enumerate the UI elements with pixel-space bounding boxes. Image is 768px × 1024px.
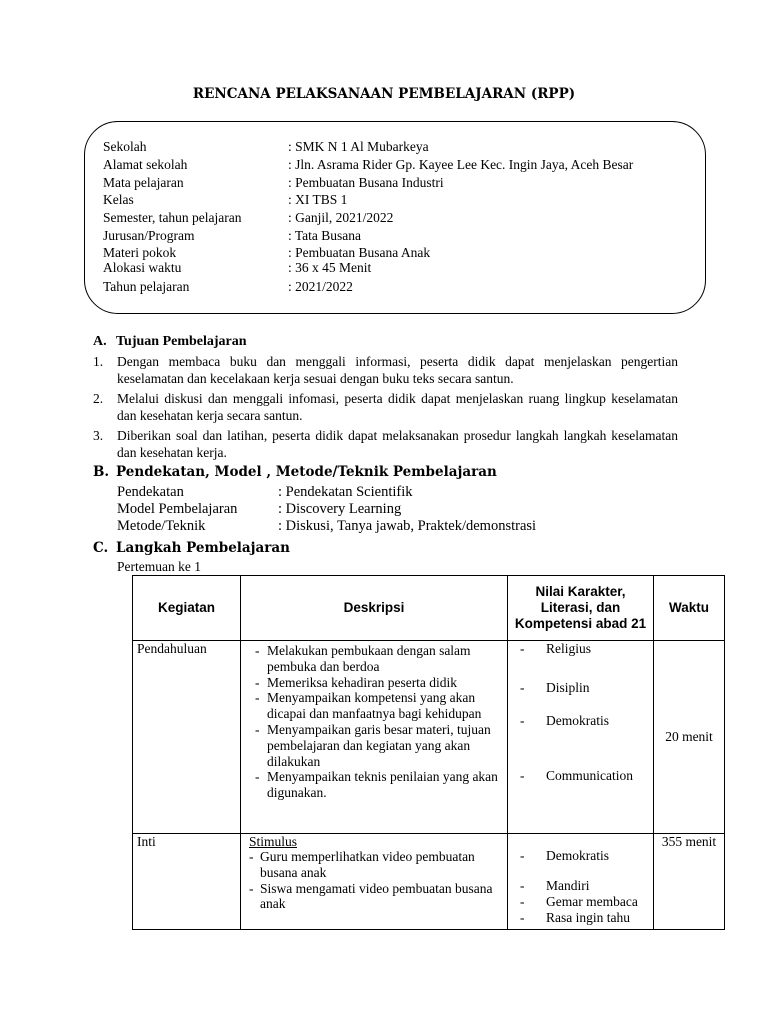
meeting-label: Pertemuan ke 1 bbox=[117, 559, 201, 574]
value-item: - Communication bbox=[508, 768, 653, 784]
header-deskripsi: Deskripsi bbox=[241, 576, 508, 641]
cell-kegiatan bbox=[133, 834, 241, 930]
section-b-heading bbox=[93, 464, 497, 480]
list-item: - Siswa mengamati video pembuatan busana anak bbox=[241, 881, 507, 913]
value-item: - Mandiri bbox=[508, 878, 653, 894]
item-text: Melalui diskusi dan menggali infomasi, peserta didik dapat menjelaskan ruang lingkup keselamatan dan kesehatan kerja secara santun. bbox=[117, 391, 678, 423]
objective-item bbox=[93, 427, 678, 461]
value-item: - Religius bbox=[508, 641, 653, 657]
approach-label: Metode/Teknik bbox=[117, 518, 206, 534]
learning-steps-table bbox=[132, 575, 725, 930]
description-list bbox=[241, 643, 507, 801]
cell-nilai bbox=[508, 641, 654, 834]
approach-label: Pendekatan bbox=[117, 484, 184, 500]
cell-kegiatan bbox=[133, 641, 241, 834]
activity-label: Inti bbox=[137, 834, 156, 849]
identity-label: Semester, tahun pelajaran bbox=[103, 210, 242, 225]
list-item: - Guru memperlihatkan video pembuatan busana anak bbox=[241, 849, 507, 881]
table-header-row bbox=[133, 576, 725, 641]
section-title: Pendekatan, Model , Metode/Teknik Pembelajaran bbox=[116, 464, 497, 480]
activity-label: Pendahuluan bbox=[137, 641, 207, 656]
identity-value: : SMK N 1 Al Mubarkeya bbox=[288, 139, 429, 154]
identity-label: Kelas bbox=[103, 192, 134, 207]
header-waktu: Waktu bbox=[654, 576, 725, 641]
cell-waktu bbox=[654, 641, 725, 834]
value-item: - Demokratis bbox=[508, 848, 653, 864]
section-letter: C. bbox=[93, 540, 109, 556]
value-item: - Demokratis bbox=[508, 713, 653, 729]
table-row bbox=[133, 641, 725, 834]
section-letter: A. bbox=[93, 334, 107, 349]
item-text: Diberikan soal dan latihan, peserta didik dapat melaksanakan prosedur langkah langkah keselamatan dan kesehatan kerja. bbox=[117, 428, 678, 460]
value-item: - Rasa ingin tahu bbox=[508, 910, 653, 926]
identity-value: : Tata Busana bbox=[288, 228, 362, 243]
item-number: 3. bbox=[93, 428, 104, 443]
item-number: 1. bbox=[93, 354, 104, 369]
identity-label: Alamat sekolah bbox=[103, 157, 188, 172]
cell-nilai bbox=[508, 834, 654, 930]
objective-item bbox=[93, 353, 678, 387]
identity-value: : XI TBS 1 bbox=[288, 192, 348, 207]
identity-value: : Jln. Asrama Rider Gp. Kayee Lee Kec. Ingin Jaya, Aceh Besar bbox=[288, 157, 634, 172]
identity-label: Mata pelajaran bbox=[103, 175, 184, 190]
item-number: 2. bbox=[93, 391, 104, 406]
identity-value: : Pembuatan Busana Anak bbox=[288, 245, 431, 260]
section-c-heading bbox=[93, 540, 290, 556]
identity-label: Sekolah bbox=[103, 139, 147, 154]
description-list bbox=[241, 849, 507, 912]
list-item: - Memeriksa kehadiran peserta didik bbox=[241, 675, 507, 691]
identity-value: : 36 x 45 Menit bbox=[288, 260, 372, 275]
header-nilai: Nilai Karakter, Literasi, dan Kompetensi abad 21 bbox=[508, 576, 654, 641]
identity-value: : Pembuatan Busana Industri bbox=[288, 175, 444, 190]
identity-label: Materi pokok bbox=[103, 245, 177, 260]
section-letter: B. bbox=[93, 464, 110, 480]
identity-value: : Ganjil, 2021/2022 bbox=[288, 210, 394, 225]
list-item: - Melakukan pembukaan dengan salam pembuka dan berdoa bbox=[241, 643, 507, 675]
approach-value: : Diskusi, Tanya jawab, Praktek/demonstrasi bbox=[278, 518, 537, 534]
identity-label: Tahun pelajaran bbox=[103, 279, 190, 294]
objective-item bbox=[93, 390, 678, 424]
value-item: - Gemar membaca bbox=[508, 894, 653, 910]
stimulus-heading: Stimulus bbox=[249, 834, 298, 849]
identity-value: : 2021/2022 bbox=[288, 279, 353, 294]
list-item: - Menyampaikan garis besar materi, tujuan pembelajaran dan kegiatan yang akan dilakukan bbox=[241, 722, 507, 769]
cell-waktu bbox=[654, 834, 725, 930]
section-a-heading bbox=[93, 334, 247, 350]
identity-label: Jurusan/Program bbox=[103, 228, 195, 243]
value-item: - Disiplin bbox=[508, 680, 653, 696]
list-item: - Menyampaikan kompetensi yang akan dicapai dan manfaatnya bagi kehidupan bbox=[241, 690, 507, 722]
approach-value: : Discovery Learning bbox=[278, 501, 402, 517]
approach-value: : Pendekatan Scientifik bbox=[278, 484, 413, 500]
cell-deskripsi bbox=[241, 641, 508, 834]
item-text: Dengan membaca buku dan menggali informasi, peserta didik dapat menjelaskan pengertian keselamatan dan kecelakaan kerja sesuai dengan buku teks secara santun. bbox=[117, 354, 678, 386]
section-title: Langkah Pembelajaran bbox=[116, 540, 290, 556]
identity-label: Alokasi waktu bbox=[103, 260, 182, 275]
duration: 355 menit bbox=[661, 834, 717, 849]
table-row bbox=[133, 834, 725, 930]
header-kegiatan: Kegiatan bbox=[133, 576, 241, 641]
cell-deskripsi bbox=[241, 834, 508, 930]
duration: 20 menit bbox=[665, 729, 713, 744]
document-title: RENCANA PELAKSANAAN PEMBELAJARAN (RPP) bbox=[192, 86, 576, 102]
list-item: - Menyampaikan teknis penilaian yang akan digunakan. bbox=[241, 769, 507, 801]
section-title: Tujuan Pembelajaran bbox=[116, 334, 247, 349]
approach-label: Model Pembelajaran bbox=[117, 501, 238, 517]
